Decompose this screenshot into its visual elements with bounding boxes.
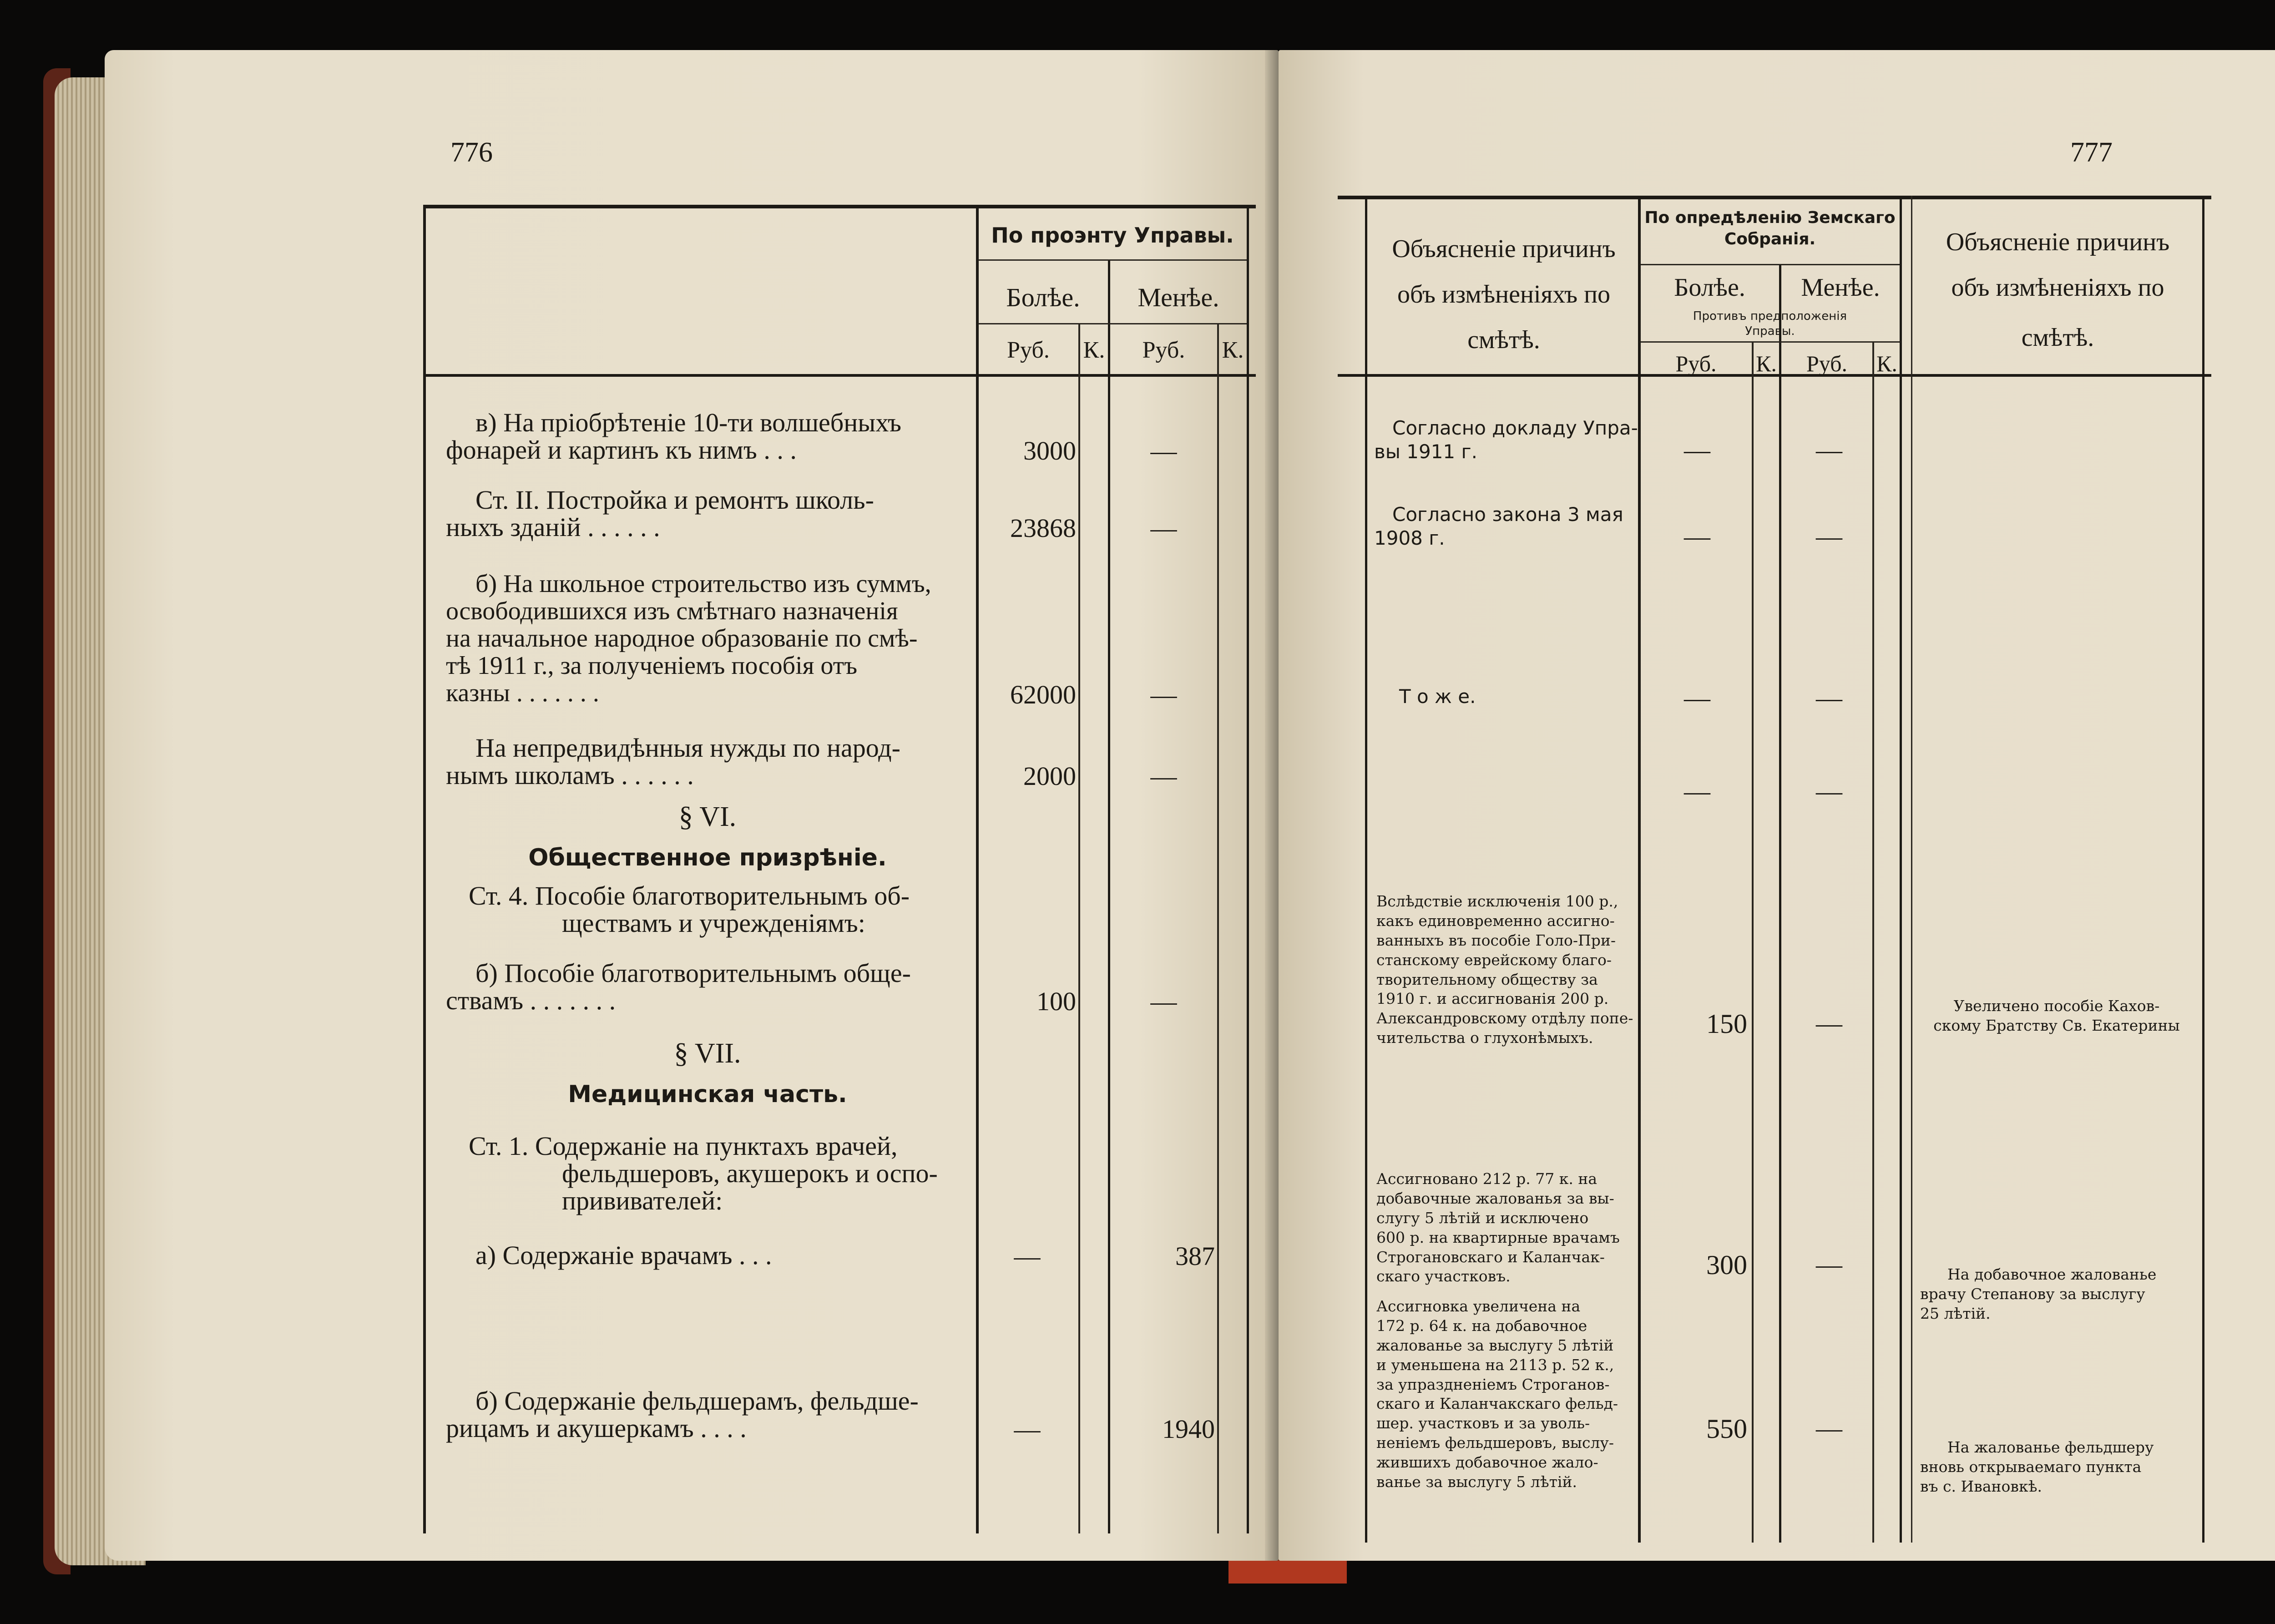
value-more: 150 (1706, 1009, 1747, 1039)
col-divider-kop2 (1217, 323, 1219, 1533)
col-divider-money-right (1900, 196, 1902, 1543)
header-rub: Руб. (1675, 351, 1717, 376)
header-explain: смѣтѣ. (2021, 324, 2094, 352)
header-rub: Руб. (1142, 337, 1185, 363)
header-explain: объ измѣненіяхъ по (1951, 273, 2164, 302)
col-divider-more-less (1108, 259, 1110, 1533)
header-group-rule (1640, 264, 1900, 265)
value-less: — (1816, 1413, 1842, 1443)
row-label: освободившихся изъ смѣтнаго назначенія (446, 597, 898, 625)
value-less: — (1150, 761, 1177, 791)
row-label: б) Содержаніе фельдшерамъ, фельдше- (475, 1386, 919, 1416)
row-label: Ст. II. Постройка и ремонтъ школь- (475, 485, 874, 515)
header-group-rule (978, 259, 1247, 261)
value-more: — (1684, 435, 1710, 465)
header-group-title: По проэнту Управы. (991, 223, 1234, 248)
row-label: а) Содержаніе врачамъ . . . (475, 1240, 772, 1270)
explanation-note: Согласно докладу Упра- (1392, 417, 1638, 439)
value-more: — (1014, 1414, 1041, 1444)
value-more: — (1014, 1241, 1041, 1271)
explanation-note: На жалованье фельдшеру вновь открываемаго пункта въ с. Ивановкѣ. (1920, 1438, 2154, 1495)
header-note: Управы. (1745, 324, 1795, 338)
header-explain: объ измѣненіяхъ по (1397, 280, 1611, 309)
header-kop: К. (1083, 337, 1105, 363)
header-group-title: По опредѣленію Земскаго (1644, 208, 1896, 227)
section-title: Медицинская часть. (568, 1081, 847, 1108)
value-more: 300 (1706, 1250, 1747, 1280)
header-bottom-rule (423, 374, 1256, 377)
header-more: Болѣе. (1006, 283, 1080, 312)
explanation-note: Ассигновано 212 р. 77 к. на добавочные жалованья за вы- слугу 5 лѣтій и исключено 600 р. на квартирные врачамъ Строгановскаго и Каланчак- скаго участковъ. (1376, 1170, 1620, 1285)
page-number: 776 (450, 137, 493, 168)
left-page (105, 50, 1279, 1561)
row-label: в) На пріобрѣтеніе 10-ти волшебныхъ (475, 408, 902, 437)
value-more: 2000 (1023, 761, 1076, 791)
article-label: Ст. 1. Содержаніе на пунктахъ врачей, (469, 1131, 898, 1161)
header-group-title: Собранія. (1724, 230, 1816, 248)
value-less: — (1816, 1250, 1842, 1279)
value-less: — (1816, 776, 1842, 806)
header-less: Менѣе. (1801, 273, 1880, 302)
value-less: — (1816, 521, 1842, 551)
col-divider-double (1911, 196, 1912, 1543)
article-label: фельдшеровъ, акушерокъ и оспо- (562, 1159, 938, 1188)
value-less: — (1150, 987, 1177, 1016)
article-label: Ст. 4. Пособіе благотворительнымъ об- (469, 881, 910, 911)
header-rub: Руб. (1806, 351, 1848, 376)
value-less: 387 (1175, 1241, 1215, 1271)
table-top-rule (423, 205, 1256, 208)
header-explain: смѣтѣ. (1467, 326, 1540, 354)
table-left-rule (423, 205, 426, 1533)
section-number: § VII. (674, 1038, 741, 1069)
value-less: — (1150, 513, 1177, 543)
section-number: § VI. (678, 801, 737, 832)
value-more: — (1684, 683, 1710, 713)
explanation-note: Увеличено пособіе Кахов- скому Братству Св. Екатерины (1933, 997, 2180, 1034)
row-label: На непредвидѣнныя нужды по народ- (475, 733, 900, 763)
row-label: казны . . . . . . . (446, 679, 599, 707)
right-page (1279, 50, 2275, 1561)
explanation-note: Т о ж е. (1399, 685, 1476, 708)
value-more: 62000 (1010, 680, 1076, 709)
header-less: Менѣе. (1138, 283, 1219, 312)
col-divider-more-less (1779, 264, 1781, 1543)
value-more: — (1684, 521, 1710, 551)
value-more: — (1684, 776, 1710, 806)
header-rub: Руб. (1007, 337, 1050, 363)
row-label: тѣ 1911 г., за полученіемъ пособія отъ (446, 652, 858, 680)
explanation-note: Ассигновка увеличена на 172 р. 64 к. на добавочное жалованье за выслугу 5 лѣтій и уменьшена на 2113 р. 52 к., за упраздненіемъ Строганов- скаго и Каланчакскаго фельд- шер. участковъ и за уволь- неніемъ фельдшеровъ, выслу- жившихъ добавочное жало- ванье за выслугу 5 лѣтій. (1376, 1297, 1618, 1491)
value-more: 23868 (1010, 513, 1076, 543)
row-label: рицамъ и акушеркамъ . . . . (446, 1413, 747, 1443)
table-top-rule (1338, 196, 2211, 199)
row-label: фонарей и картинъ къ нимъ . . . (446, 435, 797, 465)
value-less: — (1816, 683, 1842, 713)
value-more: 550 (1706, 1414, 1747, 1444)
value-more: 100 (1036, 987, 1076, 1016)
row-label: б) На школьное строительство изъ суммъ, (475, 570, 931, 598)
article-label: ществамъ и учрежденіямъ: (562, 908, 865, 938)
value-less: 1940 (1162, 1414, 1215, 1444)
row-label: нымъ школамъ . . . . . . (446, 760, 694, 790)
header-kop: К. (1222, 337, 1244, 363)
section-title: Общественное призрѣніе. (528, 844, 887, 871)
value-less: — (1150, 680, 1177, 709)
header-more: Болѣе. (1674, 273, 1745, 302)
row-label: ствамъ . . . . . . . (446, 986, 616, 1015)
value-more: 3000 (1023, 436, 1076, 465)
header-kop: К. (1876, 351, 1897, 376)
page-number: 777 (2070, 137, 2113, 168)
header-kop: К. (1756, 351, 1777, 376)
col-divider-kop1 (1752, 341, 1754, 1543)
row-label: ныхъ зданій . . . . . . (446, 512, 660, 542)
header-unit-rule (978, 323, 1247, 324)
explanation-note: Вслѣдствіе исключенія 100 р., какъ единовременно ассигно- ванныхъ въ пособіе Голо-При- станскому еврейскому благо- творительному обществу за 1910 г. и ассигнованія 200 р. Александровскому отдѣлу попе- чительства о глухонѣмыхъ. (1376, 892, 1633, 1047)
col-divider-left (1365, 196, 1367, 1543)
header-explain: Объясненіе причинъ (1392, 235, 1616, 263)
table-right-rule (2202, 196, 2204, 1543)
explanation-note: 1908 г. (1374, 527, 1445, 549)
col-divider-explain (1638, 196, 1641, 1543)
col-divider-kop2 (1872, 341, 1874, 1543)
value-less: — (1816, 435, 1842, 465)
col-divider-kop1 (1078, 323, 1080, 1533)
explanation-note: На добавочное жалованье врачу Степанову за выслугу 25 лѣтій. (1920, 1265, 2157, 1322)
row-label: на начальное народное образованіе по смѣ- (446, 624, 918, 653)
article-label: прививателей: (562, 1186, 723, 1215)
table-right-rule (1247, 205, 1249, 1533)
value-less: — (1816, 1008, 1842, 1038)
explanation-note: вы 1911 г. (1374, 440, 1477, 463)
row-label: б) Пособіе благотворительнымъ обще- (475, 958, 911, 988)
header-unit-rule (1640, 341, 1900, 343)
header-explain: Объясненіе причинъ (1946, 228, 2170, 256)
explanation-note: Согласно закона 3 мая (1392, 503, 1623, 526)
value-less: — (1150, 436, 1177, 465)
header-note: Противъ предположенія (1693, 309, 1847, 323)
col-divider-money (976, 205, 979, 1533)
